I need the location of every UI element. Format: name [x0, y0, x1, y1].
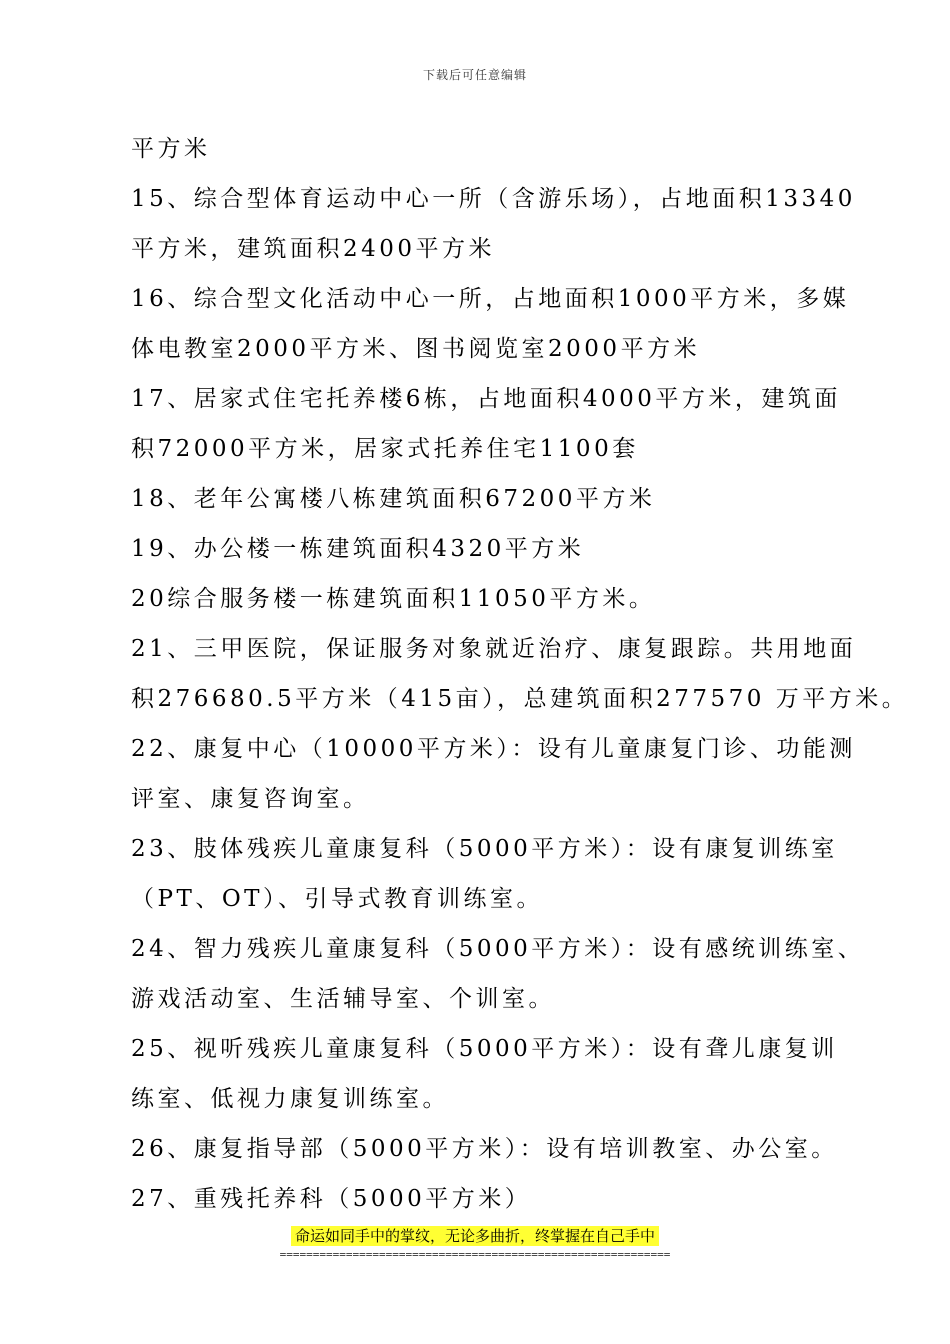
text-line: 27、重残托养科（5000平方米）: [131, 1186, 532, 1212]
header-note: 下载后可任意编辑: [422, 68, 527, 82]
text-line: 游戏活动室、生活辅导室、个训室。: [131, 986, 555, 1012]
footer-banner: [0, 1226, 950, 1246]
document-body: [131, 124, 909, 1224]
text-line: 评室、康复咨询室。: [131, 786, 370, 812]
text-line: 积276680.5平方米（415亩），总建筑面积277570 万平方米。: [131, 686, 909, 712]
text-line: 23、肢体残疾儿童康复科（5000平方米）：设有康复训练室: [131, 836, 838, 862]
text-line: 积72000平方米，居家式托养住宅1100套: [131, 436, 639, 462]
footer-banner-text: 命运如同手中的掌纹，无论多曲折，终掌握在自己手中: [291, 1226, 659, 1246]
text-line: 26、康复指导部（5000平方米）：设有培训教室、办公室。: [131, 1136, 838, 1162]
text-line: 16、综合型文化活动中心一所，占地面积1000平方米，多媒: [131, 286, 850, 312]
text-line: 体电教室2000平方米、图书阅览室2000平方米: [131, 336, 701, 362]
text-line: 21、三甲医院，保证服务对象就近治疗、康复跟踪。共用地面: [131, 636, 857, 662]
text-line: （PT、OT）、引导式教育训练室。: [131, 886, 544, 912]
text-line: 练室、低视力康复训练室。: [131, 1086, 449, 1112]
text-line: 平方米: [131, 136, 211, 162]
text-line: 平方米，建筑面积2400平方米: [131, 236, 496, 262]
text-line: 18、老年公寓楼八栋建筑面积67200平方米: [131, 486, 656, 512]
text-line: 17、居家式住宅托养楼6栋，占地面积4000平方米，建筑面: [131, 386, 841, 412]
text-line: 19、办公楼一栋建筑面积4320平方米: [131, 536, 585, 562]
footer-rule: ===========================================================: [279, 1248, 671, 1261]
text-line: 25、视听残疾儿童康复科（5000平方米）：设有聋儿康复训: [131, 1036, 838, 1062]
text-line: 20综合服务楼一栋建筑面积11050平方米。: [131, 586, 656, 612]
text-line: 24、智力残疾儿童康复科（5000平方米）：设有感统训练室、: [131, 936, 865, 962]
text-line: 22、康复中心（10000平方米）：设有儿童康复门诊、功能测: [131, 736, 856, 762]
text-line: 15、综合型体育运动中心一所（含游乐场），占地面积13340: [131, 186, 856, 212]
